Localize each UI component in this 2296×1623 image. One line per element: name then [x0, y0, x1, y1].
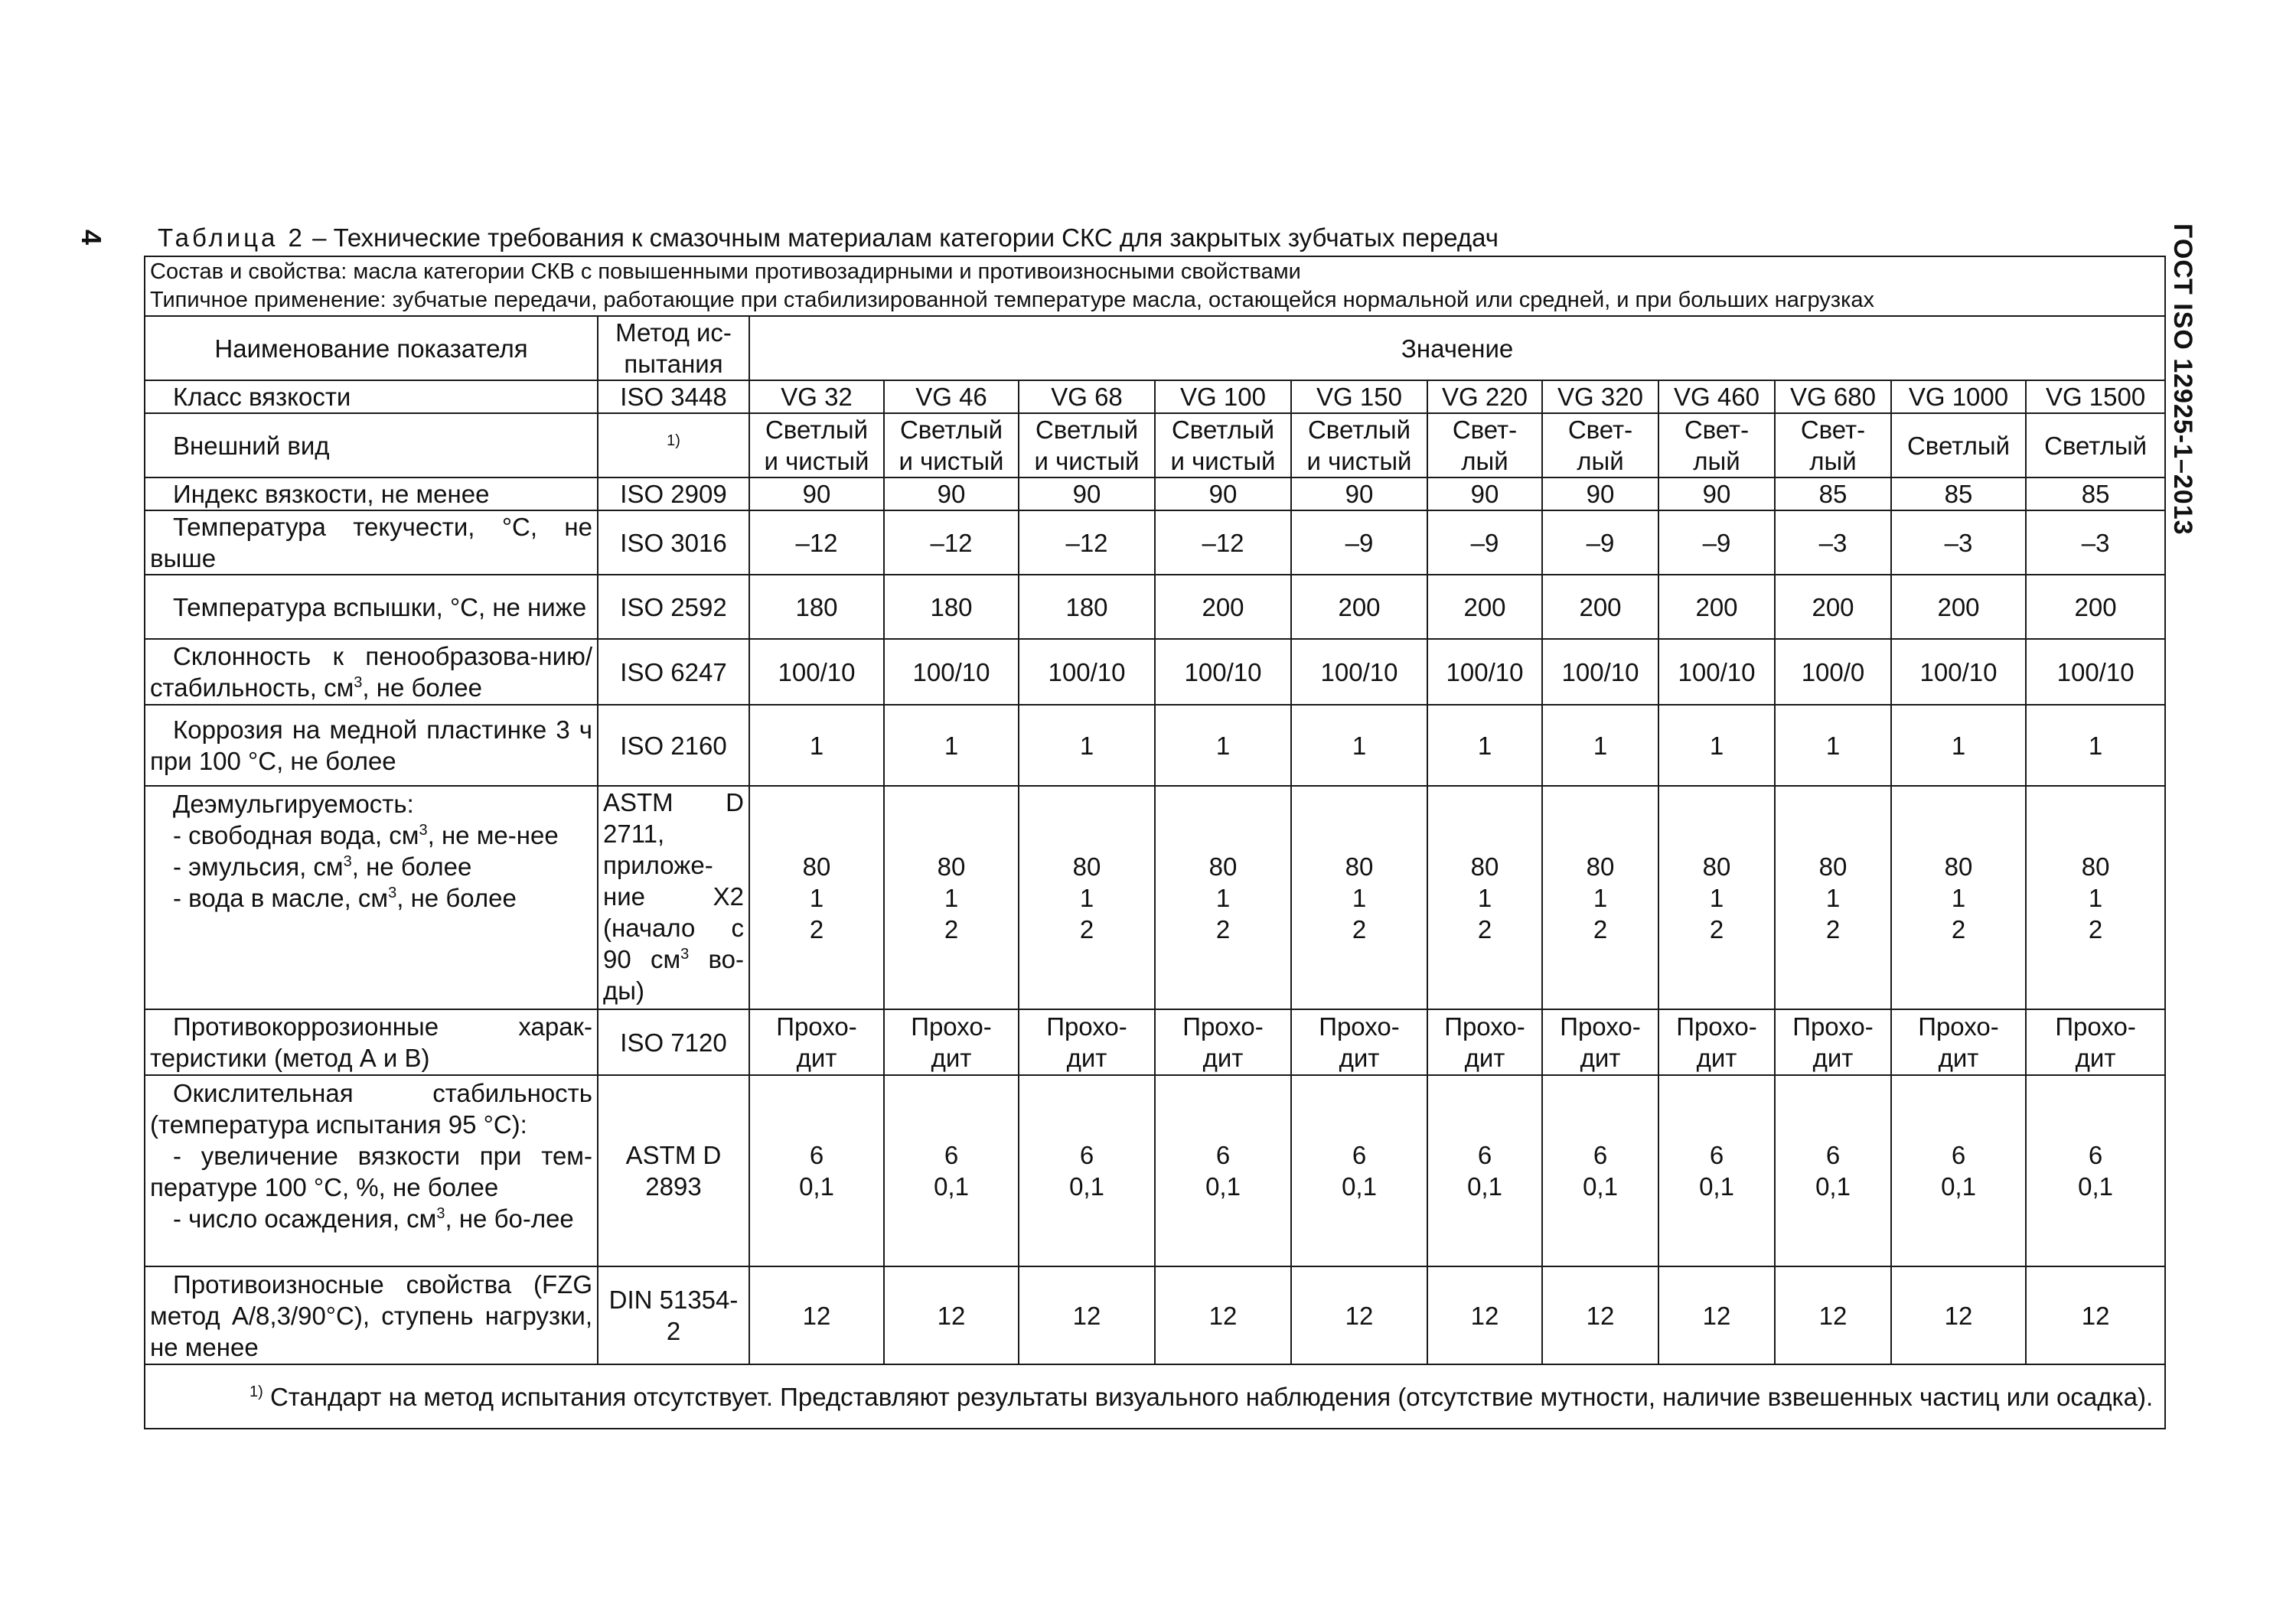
value-cell: 1 — [1658, 705, 1775, 786]
value-cell: –12 — [884, 510, 1019, 575]
value-cell: 1 — [1291, 705, 1427, 786]
value-cell: 100/10 — [1658, 639, 1775, 705]
value-cell: 12 — [2026, 1266, 2165, 1364]
value-cell: VG 150 — [1291, 380, 1427, 413]
value-cell: 80 1 2 — [749, 786, 884, 1009]
value-cell: Свет- лый — [1775, 413, 1891, 477]
value-cell: 200 — [1775, 575, 1891, 639]
value-cell: 100/10 — [1019, 639, 1155, 705]
value-cell: 100/10 — [1891, 639, 2026, 705]
document-title: ГОСТ ISO 12925-1–2013 — [2168, 223, 2197, 536]
row-name-anticorrosion: Противокоррозионные харак-теристики (метод А и В) — [145, 1009, 598, 1075]
value-cell: 80 1 2 — [1427, 786, 1542, 1009]
value-cell: –9 — [1542, 510, 1658, 575]
footnote — [145, 1364, 2165, 1429]
value-cell: Прохо- дит — [1658, 1009, 1775, 1075]
value-cell: Свет- лый — [1658, 413, 1775, 477]
value-cell: 12 — [1775, 1266, 1891, 1364]
header-method: Метод ис-пытания — [598, 316, 749, 380]
value-cell: 6 0,1 — [1658, 1075, 1775, 1266]
value-cell: Свет- лый — [1542, 413, 1658, 477]
value-cell: VG 46 — [884, 380, 1019, 413]
value-cell: VG 320 — [1542, 380, 1658, 413]
table-row — [145, 510, 2165, 575]
value-cell: 1 — [1155, 705, 1291, 786]
table-caption — [158, 223, 1499, 253]
value-cell: 200 — [2026, 575, 2165, 639]
value-cell: 1 — [1542, 705, 1658, 786]
value-cell: 12 — [1891, 1266, 2026, 1364]
row-name-foaming: Склонность к пенообразова-нию/ стабильность, $см^3$, не более — [145, 639, 598, 705]
table-row — [145, 639, 2165, 705]
value-cell: 80 1 2 — [1891, 786, 2026, 1009]
value-cell: 80 1 2 — [1291, 786, 1427, 1009]
value-cell: 80 1 2 — [884, 786, 1019, 1009]
value-cell: 6 0,1 — [1155, 1075, 1291, 1266]
value-cell: Светлый — [1891, 413, 2026, 477]
method-cell: DIN 51354-2 — [598, 1266, 749, 1364]
value-cell: 180 — [749, 575, 884, 639]
table-row — [145, 477, 2165, 510]
value-cell: VG 680 — [1775, 380, 1891, 413]
value-cell: 12 — [749, 1266, 884, 1364]
value-cell: –3 — [1775, 510, 1891, 575]
value-cell: Прохо- дит — [2026, 1009, 2165, 1075]
value-cell: –12 — [1155, 510, 1291, 575]
value-cell: Светлый и чистый — [1291, 413, 1427, 477]
value-cell: 6 0,1 — [1891, 1075, 2026, 1266]
value-cell: Светлый и чистый — [884, 413, 1019, 477]
value-cell: 100/10 — [884, 639, 1019, 705]
value-cell: 1 — [2026, 705, 2165, 786]
value-cell: 100/10 — [1291, 639, 1427, 705]
composition-text: Состав и свойства: масла категории СКВ с повышенными противозадирными и противоизносными свойствами — [150, 259, 1301, 284]
value-cell: VG 460 — [1658, 380, 1775, 413]
value-cell: Прохо- дит — [1542, 1009, 1658, 1075]
value-cell: 12 — [1291, 1266, 1427, 1364]
row-name-antiwear: Противоизносные свойства (FZG метод A/8,3/90°C), ступень нагрузки, не менее — [145, 1266, 598, 1364]
value-cell: Светлый и чистый — [749, 413, 884, 477]
value-cell: 12 — [1658, 1266, 1775, 1364]
value-cell: 200 — [1891, 575, 2026, 639]
value-cell: Светлый и чистый — [1155, 413, 1291, 477]
value-cell: VG 1000 — [1891, 380, 2026, 413]
table-row — [145, 786, 2165, 1009]
value-cell: 90 — [884, 477, 1019, 510]
table-label: Таблица 2 — [158, 223, 305, 252]
value-cell: 100/10 — [1155, 639, 1291, 705]
value-cell: VG 1500 — [2026, 380, 2165, 413]
row-name-corrosion: Коррозия на медной пластинке 3 ч при 100 °С, не более — [145, 705, 598, 786]
row-name-viscosity-index: Индекс вязкости, не менее — [145, 477, 598, 510]
value-cell: 100/0 — [1775, 639, 1891, 705]
value-cell: –12 — [749, 510, 884, 575]
value-cell: 90 — [1291, 477, 1427, 510]
value-cell: Светлый — [2026, 413, 2165, 477]
method-cell: ISO 2160 — [598, 705, 749, 786]
application-text: Типичное применение: зубчатые передачи, работающие при стабилизированной температуре масла, остающейся нормальной или средней, и при больших нагрузках — [150, 288, 1875, 312]
value-cell: 200 — [1291, 575, 1427, 639]
method-cell: ASTM D 2893 — [598, 1075, 749, 1266]
value-cell: 1 — [749, 705, 884, 786]
value-cell: 200 — [1658, 575, 1775, 639]
footnote-row — [145, 1364, 2165, 1429]
value-cell: 6 0,1 — [749, 1075, 884, 1266]
value-cell: VG 68 — [1019, 380, 1155, 413]
value-cell: 100/10 — [1427, 639, 1542, 705]
value-cell: Прохо- дит — [1019, 1009, 1155, 1075]
value-cell: 90 — [1427, 477, 1542, 510]
header-name: Наименование показателя — [145, 316, 598, 380]
method-cell: ISO 3016 — [598, 510, 749, 575]
value-cell: 200 — [1427, 575, 1542, 639]
value-cell: 12 — [1427, 1266, 1542, 1364]
page-number: 4 — [76, 230, 107, 246]
value-cell: Прохо- дит — [749, 1009, 884, 1075]
value-cell: VG 220 — [1427, 380, 1542, 413]
row-name-appearance: Внешний вид — [145, 413, 598, 477]
value-cell: Прохо- дит — [1427, 1009, 1542, 1075]
value-cell: Прохо- дит — [884, 1009, 1019, 1075]
value-cell: 80 1 2 — [1155, 786, 1291, 1009]
value-cell: 6 0,1 — [884, 1075, 1019, 1266]
value-cell: 80 1 2 — [1658, 786, 1775, 1009]
value-cell: 1 — [1019, 705, 1155, 786]
value-cell: –12 — [1019, 510, 1155, 575]
value-cell: –9 — [1291, 510, 1427, 575]
method-cell: ISO 7120 — [598, 1009, 749, 1075]
method-cell: ISO 3448 — [598, 380, 749, 413]
intro-row — [145, 256, 2165, 316]
value-cell: 1 — [1775, 705, 1891, 786]
value-cell: 12 — [1155, 1266, 1291, 1364]
value-cell: 180 — [1019, 575, 1155, 639]
value-cell: 85 — [1775, 477, 1891, 510]
method-cell: ASTM D 2711, приложе-ние X2 (начало с 90 $см^3$ во-ды) — [598, 786, 749, 1009]
value-cell: 100/10 — [2026, 639, 2165, 705]
footnote-text: Стандарт на метод испытания отсутствует. Представляют результаты визуального наблюдения (отсутствие мутности, наличие взвешенных частиц или осадка). — [263, 1382, 2154, 1411]
value-cell: 90 — [1658, 477, 1775, 510]
value-cell: –3 — [2026, 510, 2165, 575]
value-cell: 200 — [1155, 575, 1291, 639]
value-cell: Прохо- дит — [1291, 1009, 1427, 1075]
value-cell: 200 — [1542, 575, 1658, 639]
method-footnote-mark: 1) — [598, 413, 749, 477]
value-cell: 180 — [884, 575, 1019, 639]
header-value: Значение — [749, 316, 2165, 380]
value-cell: 6 0,1 — [1019, 1075, 1155, 1266]
intro-cell — [145, 256, 2165, 316]
value-cell: –3 — [1891, 510, 2026, 575]
value-cell: 100/10 — [749, 639, 884, 705]
table-row — [145, 1009, 2165, 1075]
value-cell: 90 — [749, 477, 884, 510]
value-cell: 12 — [1019, 1266, 1155, 1364]
value-cell: 90 — [1542, 477, 1658, 510]
value-cell: 6 0,1 — [1427, 1075, 1542, 1266]
row-name-demulsibility: Деэмульгируемость: - свободная вода, $см^3$, не ме-нее - эмульсия, $см^3$, не более - вода в масле, $см^3$, не более — [145, 786, 598, 1009]
value-cell: Прохо- дит — [1155, 1009, 1291, 1075]
table-caption-text: – Технические требования к смазочным материалам категории СКС для закрытых зубчатых передач — [305, 223, 1499, 252]
value-cell: 12 — [884, 1266, 1019, 1364]
value-cell: Прохо- дит — [1775, 1009, 1891, 1075]
method-cell: ISO 6247 — [598, 639, 749, 705]
method-cell: ISO 2592 — [598, 575, 749, 639]
value-cell: 1 — [1891, 705, 2026, 786]
value-cell: Прохо- дит — [1891, 1009, 2026, 1075]
table-row — [145, 705, 2165, 786]
footnote-mark: 1) — [249, 1383, 263, 1400]
requirements-table — [144, 256, 2166, 1429]
value-cell: 80 1 2 — [1775, 786, 1891, 1009]
value-cell: 6 0,1 — [2026, 1075, 2165, 1266]
value-cell: Свет- лый — [1427, 413, 1542, 477]
value-cell: VG 100 — [1155, 380, 1291, 413]
value-cell: 100/10 — [1542, 639, 1658, 705]
row-name-oxidation: Окислительная стабильность (температура испытания 95 °С): - увеличение вязкости при тем-пературе 100 °С, %, не более - число осаждения, $см^3$, не бо-лее — [145, 1075, 598, 1266]
value-cell: 6 0,1 — [1291, 1075, 1427, 1266]
header-row — [145, 316, 2165, 380]
value-cell: –9 — [1427, 510, 1542, 575]
value-cell: 90 — [1019, 477, 1155, 510]
value-cell: 12 — [1542, 1266, 1658, 1364]
row-name-pour-point: Температура текучести, °С, не выше — [145, 510, 598, 575]
value-cell: VG 32 — [749, 380, 884, 413]
method-cell: ISO 2909 — [598, 477, 749, 510]
row-name-viscosity-class: Класс вязкости — [145, 380, 598, 413]
table-row — [145, 575, 2165, 639]
value-cell: 85 — [2026, 477, 2165, 510]
value-cell: 85 — [1891, 477, 2026, 510]
value-cell: 90 — [1155, 477, 1291, 510]
table-row — [145, 380, 2165, 413]
value-cell: 80 1 2 — [2026, 786, 2165, 1009]
table-row — [145, 1266, 2165, 1364]
value-cell: 6 0,1 — [1775, 1075, 1891, 1266]
table-row — [145, 1075, 2165, 1266]
row-name-flash-point: Температура вспышки, °С, не ниже — [145, 575, 598, 639]
value-cell: 6 0,1 — [1542, 1075, 1658, 1266]
value-cell: 1 — [884, 705, 1019, 786]
value-cell: 80 1 2 — [1542, 786, 1658, 1009]
value-cell: Светлый и чистый — [1019, 413, 1155, 477]
table-row — [145, 413, 2165, 477]
value-cell: –9 — [1658, 510, 1775, 575]
value-cell: 1 — [1427, 705, 1542, 786]
value-cell: 80 1 2 — [1019, 786, 1155, 1009]
